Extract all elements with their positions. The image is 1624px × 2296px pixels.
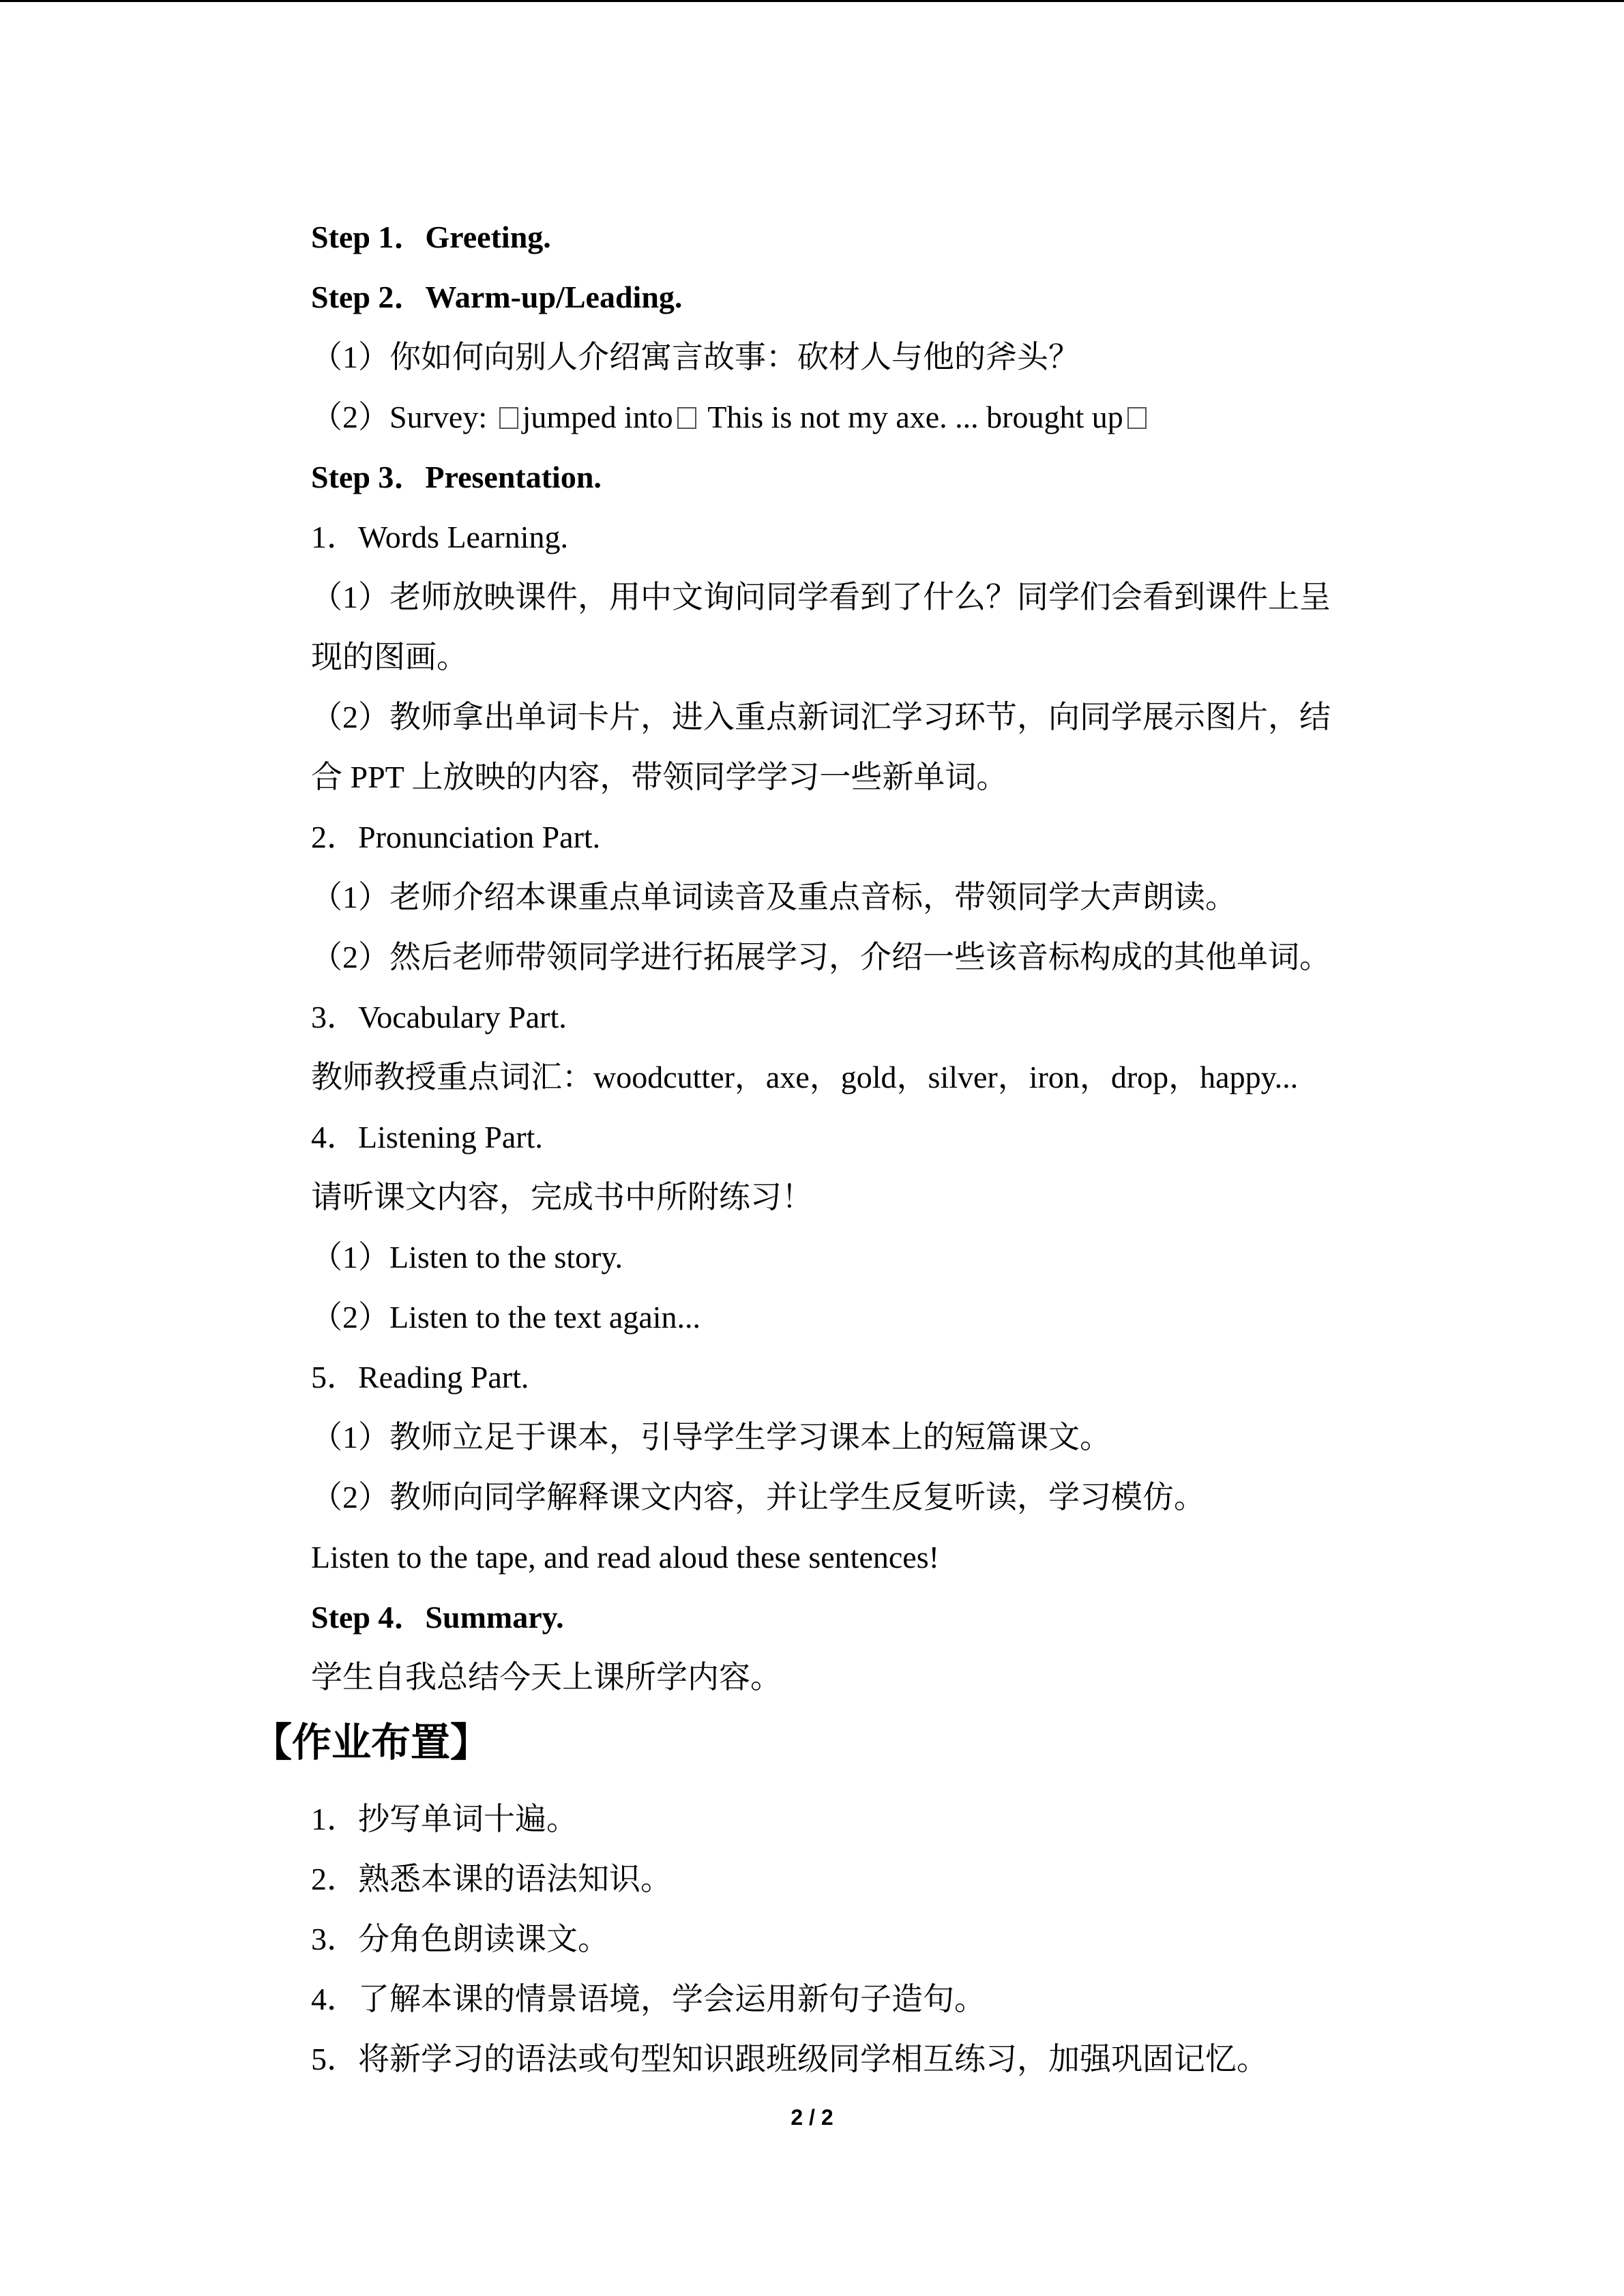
reading-instruction: Listen to the tape, and read aloud these sentences! — [311, 1540, 939, 1575]
homework-list — [311, 1795, 1402, 2096]
words-learning-heading: 1．Words Learning. — [311, 520, 568, 554]
homework-item: 5．将新学习的语法或句型知识跟班级同学相互练习，加强巩固记忆。 — [311, 2042, 1268, 2076]
step-4-heading: Step 4．Summary. — [311, 1600, 564, 1635]
page-number: 2 / 2 — [791, 2105, 833, 2130]
homework-item: 4．了解本课的情景语境，学会运用新句子造句。 — [311, 1982, 986, 2016]
words-learning-item-1: （1）老师放映课件，用中文询问同学看到了什么？同学们会看到课件上呈 — [311, 580, 1331, 614]
pronunciation-heading: 2．Pronunciation Part. — [311, 820, 601, 854]
reading-item-2: （2）教师向同学解释课文内容，并让学生反复听读，学习模仿。 — [311, 1480, 1205, 1515]
lesson-steps — [311, 213, 1402, 1714]
homework-item: 3．分角色朗读课文。 — [311, 1922, 609, 1956]
homework-item: 2．熟悉本课的语法知识。 — [311, 1862, 672, 1896]
listening-heading: 4．Listening Part. — [311, 1120, 543, 1154]
words-learning-item-2: （2）教师拿出单词卡片，进入重点新词汇学习环节，向同学展示图片，结 — [311, 700, 1331, 734]
survey-text-2: This is not my axe. ... brought up — [707, 400, 1123, 434]
missing-glyph-box — [1127, 407, 1147, 429]
step-1-heading: Step 1．Greeting. — [311, 220, 551, 254]
listening-item-2: （2）Listen to the text again... — [311, 1300, 701, 1335]
pronunciation-item-2: （2）然后老师带领同学进行拓展学习，介绍一些该音标构成的其他单词。 — [311, 940, 1331, 974]
homework-title: 【作业布置】 — [252, 1719, 490, 1765]
step-2-item-2 — [311, 393, 1402, 453]
homework-item: 1．抄写单词十遍。 — [311, 1802, 578, 1836]
vocabulary-heading: 3．Vocabulary Part. — [311, 1000, 567, 1034]
summary-text: 学生自我总结今天上课所学内容。 — [311, 1660, 782, 1695]
survey-label: （2）Survey: — [311, 400, 488, 434]
missing-glyph-box — [677, 407, 696, 429]
reading-heading: 5．Reading Part. — [311, 1360, 529, 1395]
step-3-heading: Step 3．Presentation. — [311, 460, 602, 494]
listening-instruction: 请听课文内容，完成书中所附练习！ — [311, 1180, 813, 1214]
reading-item-1: （1）教师立足于课本，引导学生学习课本上的短篇课文。 — [311, 1420, 1111, 1455]
vocabulary-list: 教师教授重点词汇：woodcutter，axe，gold，silver，iron，drop，happy... — [311, 1060, 1299, 1094]
step-2-item-1: （1）你如何向别人介绍寓言故事：砍材人与他的斧头？ — [311, 340, 1080, 374]
pronunciation-item-1: （1）老师介绍本课重点单词读音及重点音标，带领同学大声朗读。 — [311, 880, 1237, 914]
listening-item-1: （1）Listen to the story. — [311, 1240, 623, 1274]
step-2-heading: Step 2．Warm-up/Leading. — [311, 280, 683, 314]
words-learning-item-2-cont: 合 PPT 上放映的内容，带领同学学习一些新单词。 — [311, 760, 1008, 794]
survey-text-1: jumped into — [522, 400, 673, 434]
missing-glyph-box — [499, 407, 518, 429]
words-learning-item-1-cont: 现的图画。 — [311, 640, 468, 674]
